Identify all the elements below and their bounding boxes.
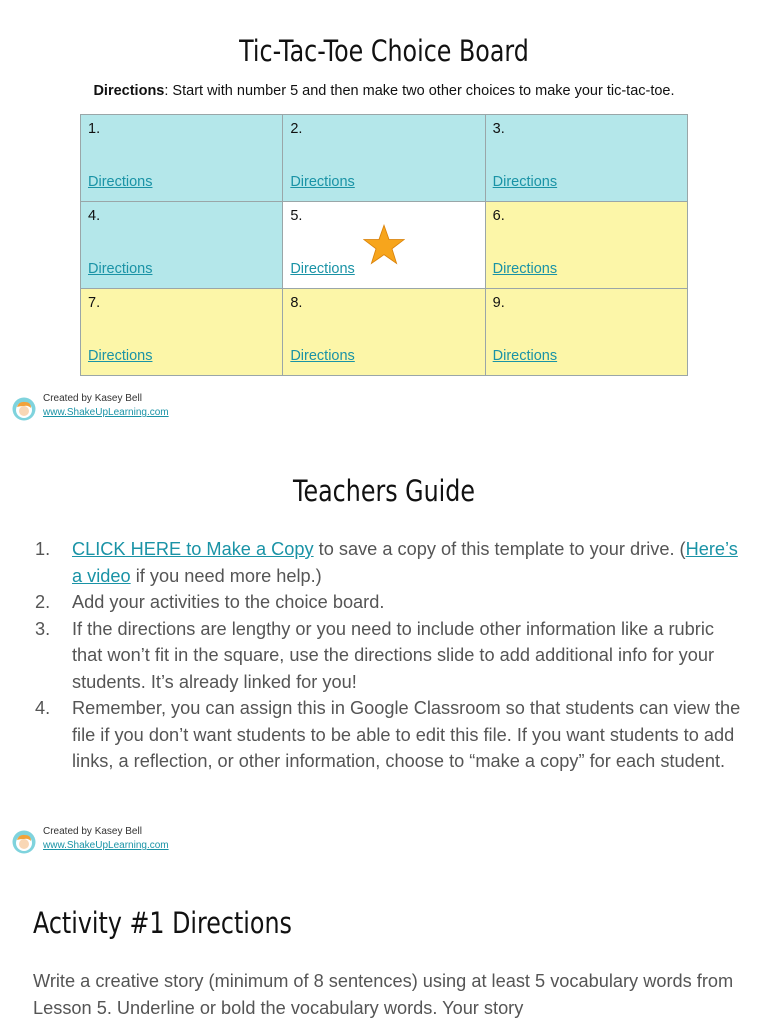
cell-number: 5. bbox=[290, 208, 303, 224]
guide-item-1 bbox=[32, 536, 742, 589]
created-by-text: Created by Kasey Bell bbox=[43, 826, 142, 837]
cell-number: 4. bbox=[88, 208, 101, 224]
board-cell-4 bbox=[81, 202, 283, 289]
website-link[interactable]: www.ShakeUpLearning.com bbox=[43, 840, 169, 851]
cell-directions-link[interactable]: Directions bbox=[492, 261, 558, 277]
cell-directions-link[interactable]: Directions bbox=[492, 174, 558, 190]
website-link[interactable]: www.ShakeUpLearning.com bbox=[43, 407, 169, 418]
cell-directions-link[interactable]: Directions bbox=[290, 348, 355, 364]
board-cell-3 bbox=[485, 115, 687, 202]
directions-text: : Start with number 5 and then make two other choices to make your tic-tac-toe. bbox=[164, 83, 675, 99]
guide-item-3 bbox=[32, 616, 742, 696]
cell-directions-link[interactable]: Directions bbox=[290, 174, 355, 190]
cell-directions-link[interactable]: Directions bbox=[492, 348, 558, 364]
guide-item-4 bbox=[32, 695, 742, 775]
directions-label: Directions bbox=[93, 83, 165, 99]
cell-directions-link[interactable]: Directions bbox=[88, 174, 153, 190]
cell-number: 1. bbox=[88, 121, 101, 137]
guide-item-text: if you need more help.) bbox=[130, 565, 322, 586]
cell-directions-link[interactable]: Directions bbox=[88, 348, 153, 364]
board-cell-8 bbox=[283, 289, 485, 376]
guide-title: Teachers Guide bbox=[292, 474, 476, 508]
board-cell-2 bbox=[283, 115, 485, 202]
activity-title: Activity #1 Directions bbox=[33, 906, 292, 940]
list-number: 2. bbox=[35, 592, 51, 612]
make-copy-link[interactable]: CLICK HERE to Make a Copy bbox=[72, 539, 314, 559]
cell-directions-link[interactable]: Directions bbox=[88, 261, 153, 277]
credit-block bbox=[12, 393, 232, 425]
cell-number: 9. bbox=[492, 295, 505, 311]
avatar-icon bbox=[12, 830, 36, 854]
credit-block bbox=[12, 826, 232, 858]
list-number: 3. bbox=[35, 618, 51, 639]
guide-item-text: Add your activities to the choice board. bbox=[72, 592, 385, 612]
list-number: 4. bbox=[35, 698, 51, 718]
avatar-icon bbox=[12, 397, 36, 421]
board-cell-6 bbox=[485, 202, 687, 289]
video-link[interactable]: Here’s a video bbox=[72, 539, 738, 586]
cell-number: 2. bbox=[290, 121, 303, 137]
list-number: 1. bbox=[35, 539, 51, 559]
cell-number: 8. bbox=[290, 295, 303, 311]
cell-number: 3. bbox=[492, 121, 505, 137]
created-by-text: Created by Kasey Bell bbox=[43, 393, 142, 404]
activity-text: Write a creative story (minimum of 8 sentences) using at least 5 vocabulary words from Lesson 5. Underline or bold the vocabulary words. Your story bbox=[33, 971, 734, 1018]
board-directions bbox=[0, 83, 768, 99]
board-title: Tic-Tac-Toe Choice Board bbox=[239, 34, 529, 68]
choice-board bbox=[80, 114, 688, 376]
guide-item-2 bbox=[32, 589, 742, 616]
star-icon bbox=[363, 224, 405, 266]
guide-item-text: Remember, you can assign this in Google Classroom so that students can view the file if you don’t want students to be able to edit this file. If you want students to add links, a reflection, or other information, choose to “make a copy” for each student. bbox=[72, 698, 741, 771]
guide-item-text: If the directions are lengthy or you need to include other information like a rubric that won’t fit in the square, use the directions slide to add additional info for your students. It’s already linked for you! bbox=[72, 618, 714, 692]
board-cell-7 bbox=[81, 289, 283, 376]
cell-number: 7. bbox=[88, 295, 101, 311]
cell-number: 6. bbox=[492, 208, 505, 224]
guide-list bbox=[32, 536, 742, 775]
cell-directions-link[interactable]: Directions bbox=[290, 261, 355, 277]
guide-item-text: to save a copy of this template to your drive. ( bbox=[313, 539, 686, 559]
board-cell-1 bbox=[81, 115, 283, 202]
board-cell-5 bbox=[283, 202, 485, 289]
board-cell-9 bbox=[485, 289, 687, 376]
